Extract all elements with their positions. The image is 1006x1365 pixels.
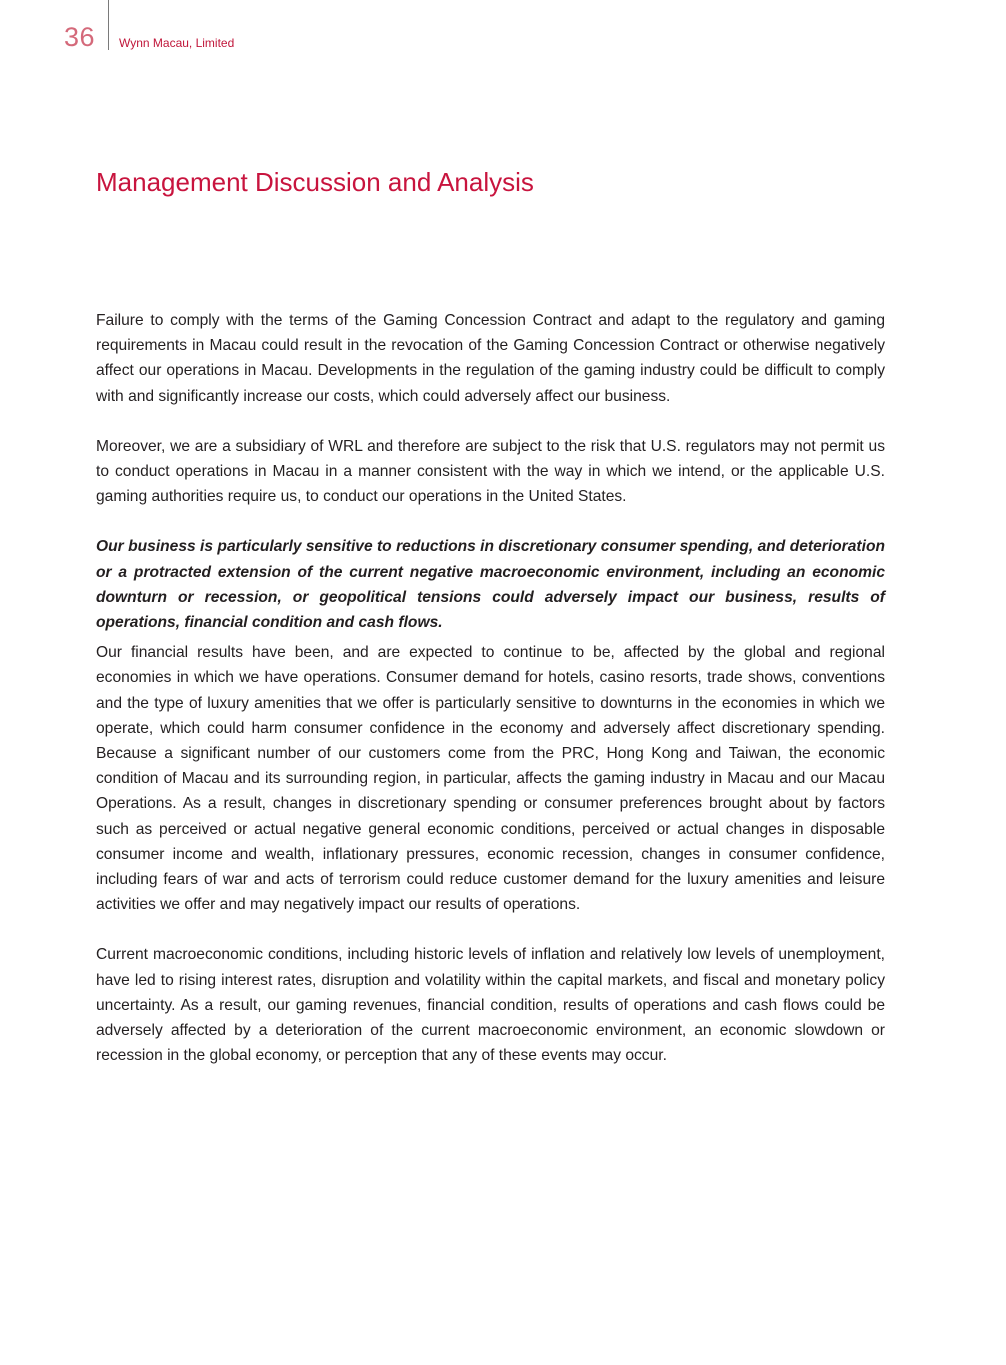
page-header (0, 0, 1006, 60)
page-number: 36 (64, 22, 96, 52)
paragraph-macroeconomic-conditions: Current macroeconomic conditions, including historic levels of inflation and relatively low levels of unemployment, have led to rising interest rates, disruption and volatility within the capital markets, and fiscal and monetary policy uncertainty. As a result, our gaming revenues, financial condition, results of operations and cash flows could be adversely affected by a deterioration of the current macroeconomic environment, an economic slowdown or recession in the global economy, or perception that any of these events may occur. (96, 946, 885, 1065)
paragraph-financial-results: Our financial results have been, and are expected to continue to be, affected by the global and regional economies in which we have operations. Consumer demand for hotels, casino resorts, trade shows, conventions and the type of luxury amenities that we offer is particularly sensitive to downturns in the economies in which we operate, which could harm consumer confidence in the economy and adversely affect discretionary spending. Because a significant number of our customers come from the PRC, Hong Kong and Taiwan, the economic condition of Macau and its surrounding region, in particular, affects the gaming industry in Macau and our Macau Operations. As a result, changes in discretionary spending or consumer preferences brought about by factors such as perceived or actual negative general economic conditions, perceived or actual changes in disposable consumer income and wealth, inflationary pressures, economic recession, changes in consumer confidence, including fears of war and acts of terrorism could reduce customer demand for the luxury amenities and leisure activities we offer and may negatively impact our results of operations. (96, 644, 885, 914)
body-content (96, 308, 885, 1093)
paragraph-gaming-concession: Failure to comply with the terms of the Gaming Concession Contract and adapt to the regulatory and gaming requirements in Macau could result in the revocation of the Gaming Concession Contract or otherwise negatively affect our operations in Macau. Developments in the regulation of the gaming industry could be difficult to comply with and significantly increase our costs, which could adversely affect our business. (96, 312, 885, 405)
company-name: Wynn Macau, Limited (119, 36, 235, 50)
header-divider (108, 0, 109, 50)
section-title: Management Discussion and Analysis (96, 167, 534, 197)
paragraph-us-regulators: Moreover, we are a subsidiary of WRL and therefore are subject to the risk that U.S. regulators may not permit us to conduct operations in Macau in a manner consistent with the way in which we intend, or the applicable U.S. gaming authorities require us, to conduct our operations in the United States. (96, 437, 885, 506)
risk-factor-heading: Our business is particularly sensitive to reductions in discretionary consumer spending, and deterioration or a protracted extension of the current negative macroeconomic environment, including an economic downturn or recession, or geopolitical tensions could adversely impact our business, results of operations, financial condition and cash flows. (96, 538, 885, 632)
